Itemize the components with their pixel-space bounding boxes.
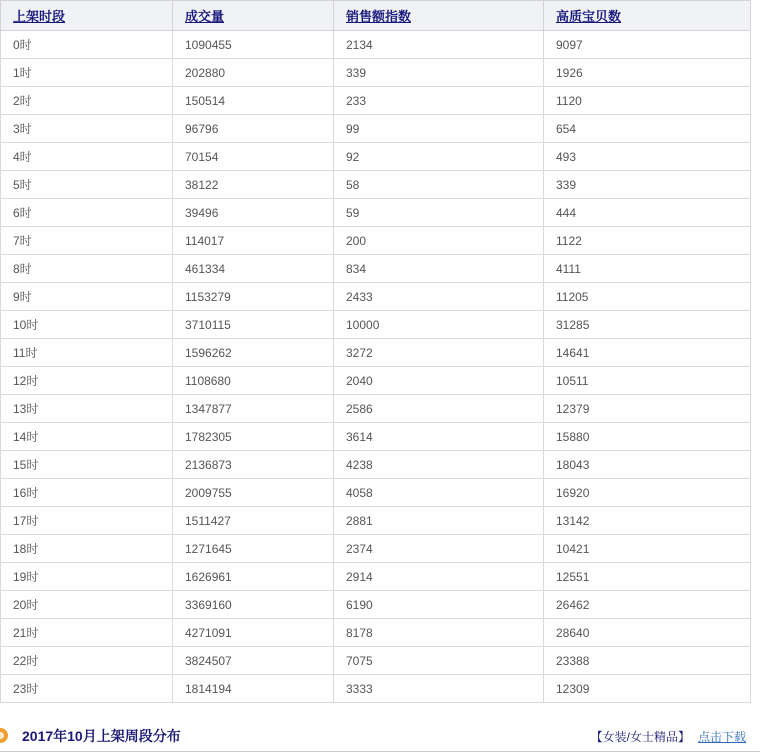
table-row — [1, 227, 751, 255]
table-cell: 13142 — [544, 507, 751, 535]
table-cell: 3时 — [1, 115, 173, 143]
table-cell: 150514 — [173, 87, 334, 115]
table-cell: 10421 — [544, 535, 751, 563]
table-cell: 18时 — [1, 535, 173, 563]
table-cell: 12379 — [544, 395, 751, 423]
table-cell: 202880 — [173, 59, 334, 87]
table-cell: 2914 — [334, 563, 544, 591]
table-cell: 1626961 — [173, 563, 334, 591]
table-cell: 96796 — [173, 115, 334, 143]
table-row — [1, 423, 751, 451]
table-cell: 1108680 — [173, 367, 334, 395]
table-row — [1, 199, 751, 227]
table-cell: 6时 — [1, 199, 173, 227]
table-cell: 200 — [334, 227, 544, 255]
table-cell: 1814194 — [173, 675, 334, 703]
table-cell: 4058 — [334, 479, 544, 507]
table-cell: 21时 — [1, 619, 173, 647]
table-cell: 23时 — [1, 675, 173, 703]
footer-section — [0, 725, 760, 752]
table-cell: 3614 — [334, 423, 544, 451]
table-cell: 2881 — [334, 507, 544, 535]
table-cell: 16时 — [1, 479, 173, 507]
table-cell: 16920 — [544, 479, 751, 507]
table-cell: 4238 — [334, 451, 544, 479]
table-cell: 11205 — [544, 283, 751, 311]
table-row — [1, 31, 751, 59]
table-cell: 3369160 — [173, 591, 334, 619]
table-cell: 23388 — [544, 647, 751, 675]
table-cell: 461334 — [173, 255, 334, 283]
table-cell: 233 — [334, 87, 544, 115]
table-cell: 7075 — [334, 647, 544, 675]
table-cell: 12时 — [1, 367, 173, 395]
column-header-quality-items-link[interactable]: 高质宝贝数 — [556, 8, 622, 24]
table-row — [1, 255, 751, 283]
table-cell: 12551 — [544, 563, 751, 591]
table-cell: 834 — [334, 255, 544, 283]
table-cell: 59 — [334, 199, 544, 227]
table-cell: 8时 — [1, 255, 173, 283]
section-title: 2017年10月上架周段分布 — [22, 728, 181, 744]
table-cell: 114017 — [173, 227, 334, 255]
table-cell: 339 — [334, 59, 544, 87]
table-cell: 58 — [334, 171, 544, 199]
table-cell: 9时 — [1, 283, 173, 311]
table-cell: 7时 — [1, 227, 173, 255]
table-cell: 1511427 — [173, 507, 334, 535]
category-label: 【女装/女士精品】 — [590, 729, 690, 744]
table-cell: 10511 — [544, 367, 751, 395]
table-cell: 70154 — [173, 143, 334, 171]
column-header-sales-index-link[interactable]: 销售额指数 — [346, 8, 412, 24]
table-row — [1, 479, 751, 507]
table-cell: 14641 — [544, 339, 751, 367]
table-cell: 38122 — [173, 171, 334, 199]
table-cell: 2134 — [334, 31, 544, 59]
table-row — [1, 311, 751, 339]
table-cell: 10000 — [334, 311, 544, 339]
table-row — [1, 143, 751, 171]
table-cell: 493 — [544, 143, 751, 171]
table-cell: 3710115 — [173, 311, 334, 339]
table-cell: 17时 — [1, 507, 173, 535]
table-cell: 4时 — [1, 143, 173, 171]
table-row — [1, 339, 751, 367]
table-cell: 28640 — [544, 619, 751, 647]
orange-donut-icon — [0, 728, 8, 743]
table-row — [1, 283, 751, 311]
table-cell: 654 — [544, 115, 751, 143]
table-cell: 4271091 — [173, 619, 334, 647]
table-row — [1, 87, 751, 115]
table-body — [1, 31, 751, 703]
table-cell: 2374 — [334, 535, 544, 563]
column-header-volume-link[interactable]: 成交量 — [185, 8, 225, 24]
column-header-quality-items — [544, 1, 751, 31]
column-header-volume — [173, 1, 334, 31]
table-header-row — [1, 1, 751, 31]
table-row — [1, 563, 751, 591]
table-cell: 1926 — [544, 59, 751, 87]
column-header-time-link[interactable]: 上架时段 — [13, 8, 66, 24]
table-cell: 3333 — [334, 675, 544, 703]
table-cell: 1271645 — [173, 535, 334, 563]
table-cell: 1090455 — [173, 31, 334, 59]
table-cell: 39496 — [173, 199, 334, 227]
table-cell: 31285 — [544, 311, 751, 339]
table-row — [1, 619, 751, 647]
table-cell: 2009755 — [173, 479, 334, 507]
download-link[interactable]: 点击下载 — [697, 729, 746, 744]
table-cell: 1153279 — [173, 283, 334, 311]
table-cell: 26462 — [544, 591, 751, 619]
table-cell: 18043 — [544, 451, 751, 479]
table-cell: 10时 — [1, 311, 173, 339]
table-cell: 2时 — [1, 87, 173, 115]
table-cell: 92 — [334, 143, 544, 171]
table-cell: 2136873 — [173, 451, 334, 479]
table-cell: 4111 — [544, 255, 751, 283]
table-row — [1, 535, 751, 563]
table-cell: 2433 — [334, 283, 544, 311]
table-cell: 0时 — [1, 31, 173, 59]
table-row — [1, 675, 751, 703]
table-row — [1, 507, 751, 535]
footer-right-group — [591, 728, 746, 745]
table-cell: 1596262 — [173, 339, 334, 367]
column-header-sales-index — [334, 1, 544, 31]
table-cell: 22时 — [1, 647, 173, 675]
table-cell: 11时 — [1, 339, 173, 367]
table-row — [1, 367, 751, 395]
table-cell: 9097 — [544, 31, 751, 59]
table-cell: 13时 — [1, 395, 173, 423]
column-header-time — [1, 1, 173, 31]
table-cell: 20时 — [1, 591, 173, 619]
table-cell: 444 — [544, 199, 751, 227]
table-cell: 14时 — [1, 423, 173, 451]
table-cell: 3272 — [334, 339, 544, 367]
table-cell: 1122 — [544, 227, 751, 255]
table-cell: 19时 — [1, 563, 173, 591]
table-cell: 99 — [334, 115, 544, 143]
table-cell: 1120 — [544, 87, 751, 115]
table-cell: 15时 — [1, 451, 173, 479]
table-cell: 1347877 — [173, 395, 334, 423]
table-cell: 2040 — [334, 367, 544, 395]
table-row — [1, 451, 751, 479]
table-row — [1, 59, 751, 87]
table-cell: 12309 — [544, 675, 751, 703]
table-row — [1, 395, 751, 423]
table-cell: 339 — [544, 171, 751, 199]
table-row — [1, 647, 751, 675]
table-cell: 2586 — [334, 395, 544, 423]
table-row — [1, 171, 751, 199]
table-row — [1, 115, 751, 143]
table-row — [1, 591, 751, 619]
table-cell: 6190 — [334, 591, 544, 619]
table-cell: 1782305 — [173, 423, 334, 451]
table-cell: 3824507 — [173, 647, 334, 675]
table-cell: 1时 — [1, 59, 173, 87]
table-cell: 15880 — [544, 423, 751, 451]
table-cell: 5时 — [1, 171, 173, 199]
table-cell: 8178 — [334, 619, 544, 647]
